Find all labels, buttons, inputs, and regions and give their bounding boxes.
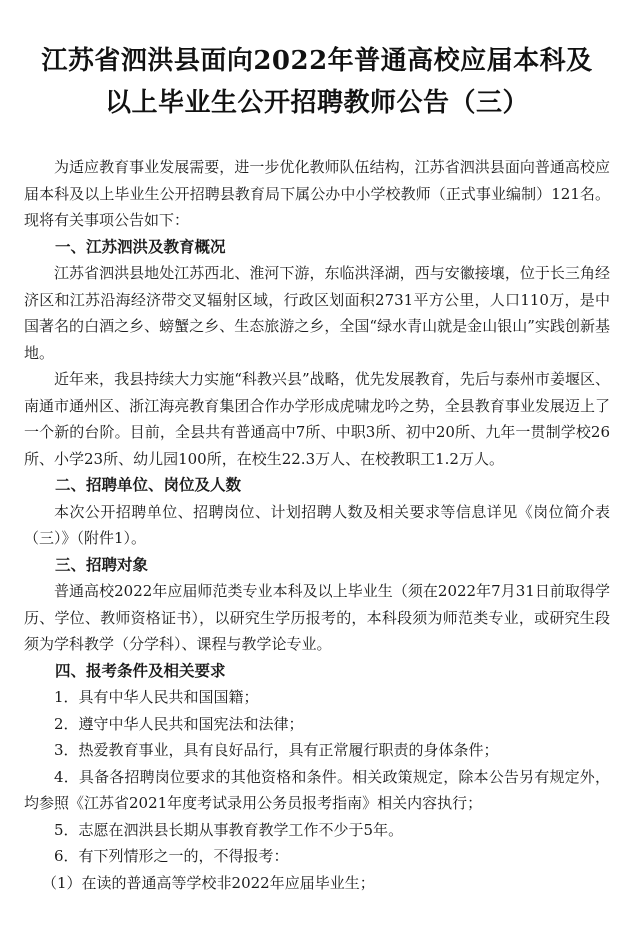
intro-paragraph: 为适应教育事业发展需要，进一步优化教师队伍结构，江苏省泗洪县面向普通高校应届本科及以上毕业生公开招聘县教育局下属公办中小学校教师（正式事业编制）121名。现将有关事项公告如下： xyxy=(24,158,610,229)
section-2-paragraph-1: 本次公开招聘单位、招聘岗位、计划招聘人数及相关要求等信息详见《岗位简介表（三）》（附件1）。 xyxy=(24,502,610,547)
exclusion-subitem-1: （1）在读的普通高等学校非2022年应届毕业生； xyxy=(42,873,375,892)
section-3-heading: 三、招聘对象 xyxy=(55,555,149,574)
document-title xyxy=(0,0,634,124)
requirement-item-2: 2．遵守中华人民共和国宪法和法律； xyxy=(54,714,304,733)
section-1-heading: 一、江苏泗洪及教育概况 xyxy=(55,237,226,256)
section-3-paragraph-1: 普通高校2022年应届师范类专业本科及以上毕业生（须在2022年7月31日前取得学历、学位、教师资格证书），以研究生学历报考的，本科段须为师范类专业，或研究生段须为学科教学（分学科）、课程与教学论专业。 xyxy=(24,582,610,653)
requirement-item-6: 6．有下列情形之一的，不得报考： xyxy=(54,847,289,865)
section-2-heading: 二、招聘单位、岗位及人数 xyxy=(55,476,242,494)
requirement-item-1: 1．具有中华人民共和国国籍； xyxy=(54,688,259,706)
section-1-paragraph-1: 江苏省泗洪县地处江苏西北、淮河下游，东临洪泽湖，西与安徽接壤，位于长三角经济区和江苏沿海经济带交叉辐射区域，行政区划面积2731平方公里，人口110万，是中国著名的白酒之乡、螃蟹之乡、生态旅游之乡，全国“绿水青山就是金山银山”实践创新基地。 xyxy=(24,264,610,362)
requirement-item-5: 5．志愿在泗洪县长期从事教育教学工作不少于5年。 xyxy=(54,820,404,839)
title-line-2: 以上毕业生公开招聘教师公告（三） xyxy=(104,88,529,118)
title-line-1: 江苏省泗洪县面向2022年普通高校应届本科及 xyxy=(41,46,593,76)
section-1-paragraph-2: 近年来，我县持续大力实施“科教兴县”战略，优先发展教育，先后与泰州市姜堰区、南通市通州区、浙江海亮教育集团合作办学形成虎啸龙吟之势，全县教育事业发展迈上了一个新的台阶。目前，全县共有普通高中7所、中职3所、初中20所、九年一贯制学校26所、小学23所、幼儿园100所，在校生22.3万人、在校教职工1.2万人。 xyxy=(24,370,610,468)
section-4-heading: 四、报考条件及相关要求 xyxy=(55,661,226,680)
document-body xyxy=(24,154,610,896)
requirement-item-3: 3．热爱教育事业，具有良好品行，具有正常履行职责的身体条件； xyxy=(54,741,499,759)
requirement-item-4: 4．具备各招聘岗位要求的其他资格和条件。相关政策规定，除本公告另有规定外，均参照《江苏省2021年度考试录用公务员报考指南》相关内容执行； xyxy=(24,767,610,812)
